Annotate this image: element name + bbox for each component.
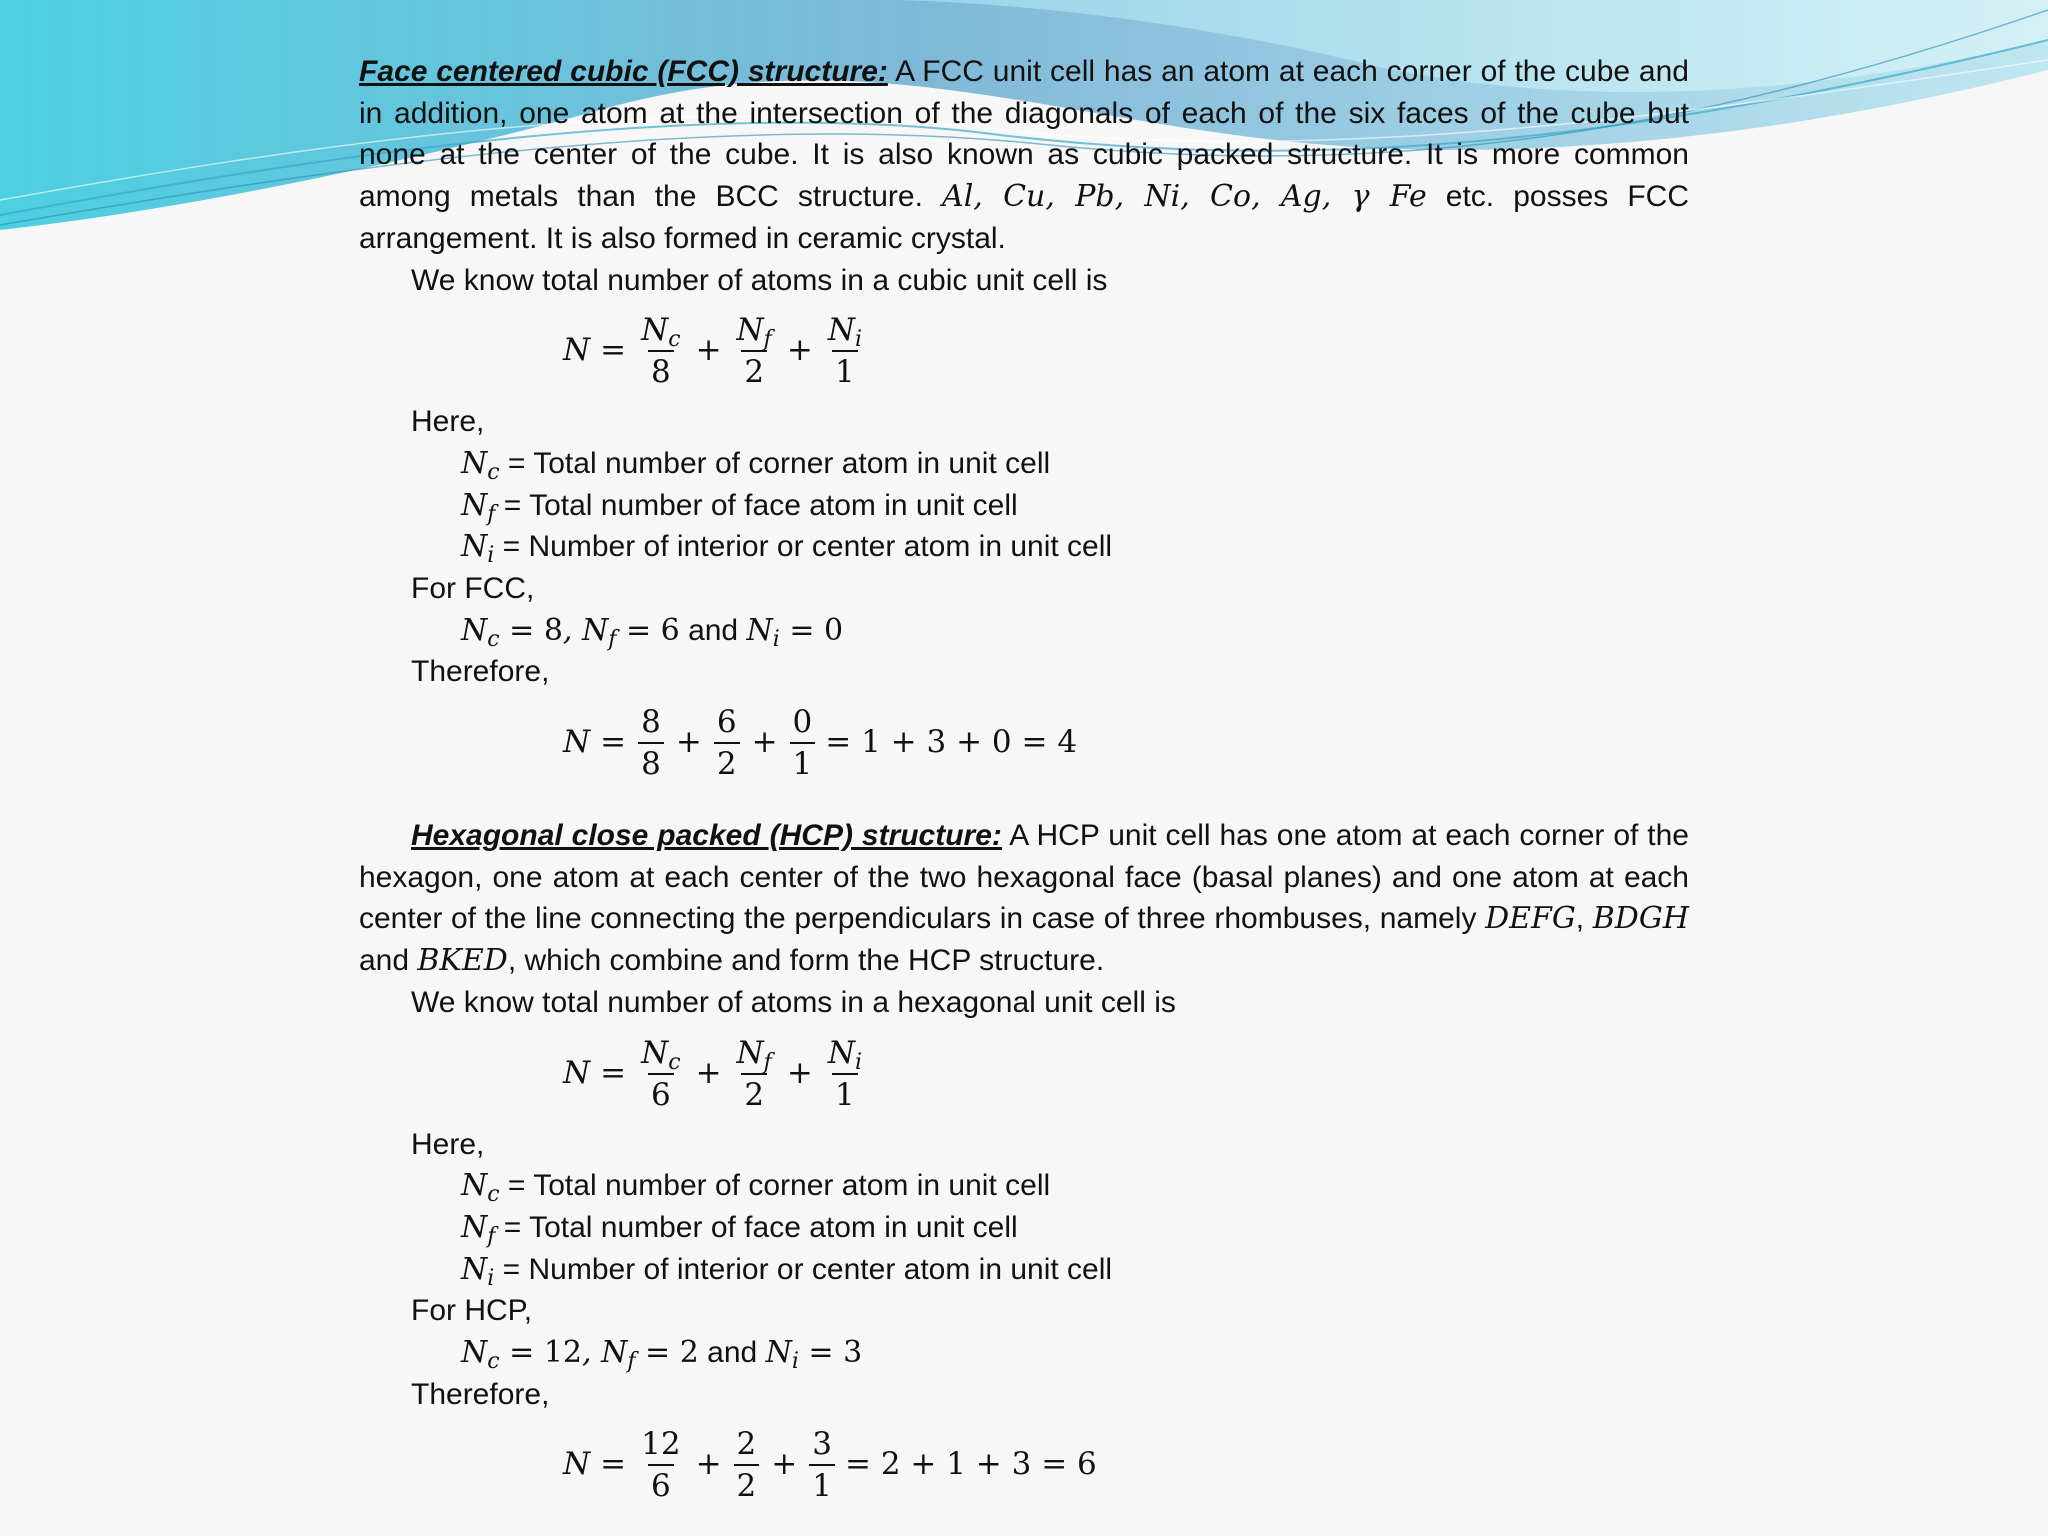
fcc-def-ni: $N_i$ = Number of interior or center atom in unit cell — [461, 529, 1113, 569]
fcc-intro: A FCC unit cell has an atom at each corner of the cube and in addition, one atom at the intersection of the diagonals of each of the six faces of the cube but none at the center of the cube. It is also known as cubic packed structure. It is more common among metals than the BCC structure. — [359, 55, 1689, 214]
fcc-result-rhs: = 1 + 3 + 0 = 4 — [825, 724, 1078, 761]
document-page — [359, 0, 1689, 1515]
fcc-paragraph — [359, 51, 1689, 260]
hcp-know-line: We know total number of atoms in a hexagonal unit cell is — [411, 985, 1176, 1019]
fcc-frac-interior: $\frac{N_i}{1}$ — [827, 312, 862, 391]
hcp-result-rhs: = 2 + 1 + 3 = 6 — [845, 1446, 1097, 1483]
fcc-formula: N = $\frac{N_c}{8}$ + $\frac{N_f}{2}$ + $\frac{N_i}{1}$ — [359, 301, 1689, 401]
hcp-def-ni: $N_i$ = Number of interior or center atom in unit cell — [461, 1251, 1113, 1291]
hcp-heading: Hexagonal close packed (HCP) structure: — [411, 819, 1002, 853]
hcp-frac-interior: $\frac{N_i}{1}$ — [827, 1034, 862, 1113]
hcp-for-label: For HCP, — [411, 1294, 533, 1328]
fcc-here-label: Here, — [411, 405, 485, 439]
fcc-values: $N_c = 8$, $N_f = 6$ and $N_i = 0$ — [461, 612, 844, 652]
hcp-def-nf: $N_f$ = Total number of face atom in unit cell — [461, 1209, 1018, 1249]
fcc-for-label: For FCC, — [411, 571, 535, 605]
fcc-frac-face: $\frac{N_f}{2}$ — [736, 312, 772, 391]
hcp-intro-end: , which combine and form the HCP structure. — [507, 944, 1105, 978]
hcp-therefore-label: Therefore, — [411, 1377, 550, 1411]
fcc-def-nf: $N_f$ = Total number of face atom in unit cell — [461, 487, 1018, 527]
fcc-result-equation: N = $\frac{8}{8}$ + $\frac{6}{2}$ + $\frac{0}{1}$ = 1 + 3 + 0 = 4 — [563, 704, 1078, 783]
hcp-paragraph: Hexagonal close packed (HCP) structure: A HCP unit cell has one atom at each corner of the hexagon, one atom at each center of the two hexagonal face (basal planes) and one atom at each center of the line connecting the perpendiculars in case of three rhombuses, namely DEFG, BDGH and BKED, which combine and form the HCP structure. — [359, 819, 1689, 979]
fcc-formula-lhs: N — [563, 332, 591, 369]
hcp-formula-lhs: N — [563, 1054, 591, 1091]
hcp-frac-corner: $\frac{N_c}{6}$ — [641, 1034, 681, 1113]
fcc-frac-corner: $\frac{N_c}{8}$ — [641, 312, 681, 391]
hcp-values: $N_c = 12$, $N_f = 2$ and $N_i = 3$ — [461, 1334, 863, 1374]
fcc-heading: Face centered cubic (FCC) structure: — [359, 55, 888, 88]
hcp-here-label: Here, — [411, 1127, 485, 1161]
fcc-intro-end: etc. posses FCC arrangement. It is also formed in ceramic crystal. — [359, 180, 1689, 255]
fcc-elements: Al, Cu, Pb, Ni, Co, Ag, γ Fe — [942, 179, 1427, 215]
hcp-result-equation: N = $\frac{12}{6}$ + $\frac{2}{2}$ + $\frac{3}{1}$ = 2 + 1 + 3 = 6 — [563, 1426, 1097, 1505]
hcp-formula: N = $\frac{N_c}{6}$ + $\frac{N_f}{2}$ + $\frac{N_i}{1}$ — [359, 1024, 1689, 1124]
hcp-frac-face: $\frac{N_f}{2}$ — [736, 1034, 772, 1113]
hcp-intro: A HCP unit cell has one atom at each corner of the hexagon, one atom at each center of the two hexagonal face (basal planes) and one atom at each center of the line connecting the perpendiculars in case of three rhombuses, namely — [359, 819, 1689, 936]
hcp-def-nc: $N_c$ = Total number of corner atom in unit cell — [461, 1168, 1051, 1208]
fcc-know-line: We know total number of atoms in a cubic unit cell is — [411, 263, 1108, 297]
fcc-therefore-label: Therefore, — [411, 655, 550, 689]
fcc-def-nc: $N_c$ = Total number of corner atom in unit cell — [461, 445, 1051, 485]
